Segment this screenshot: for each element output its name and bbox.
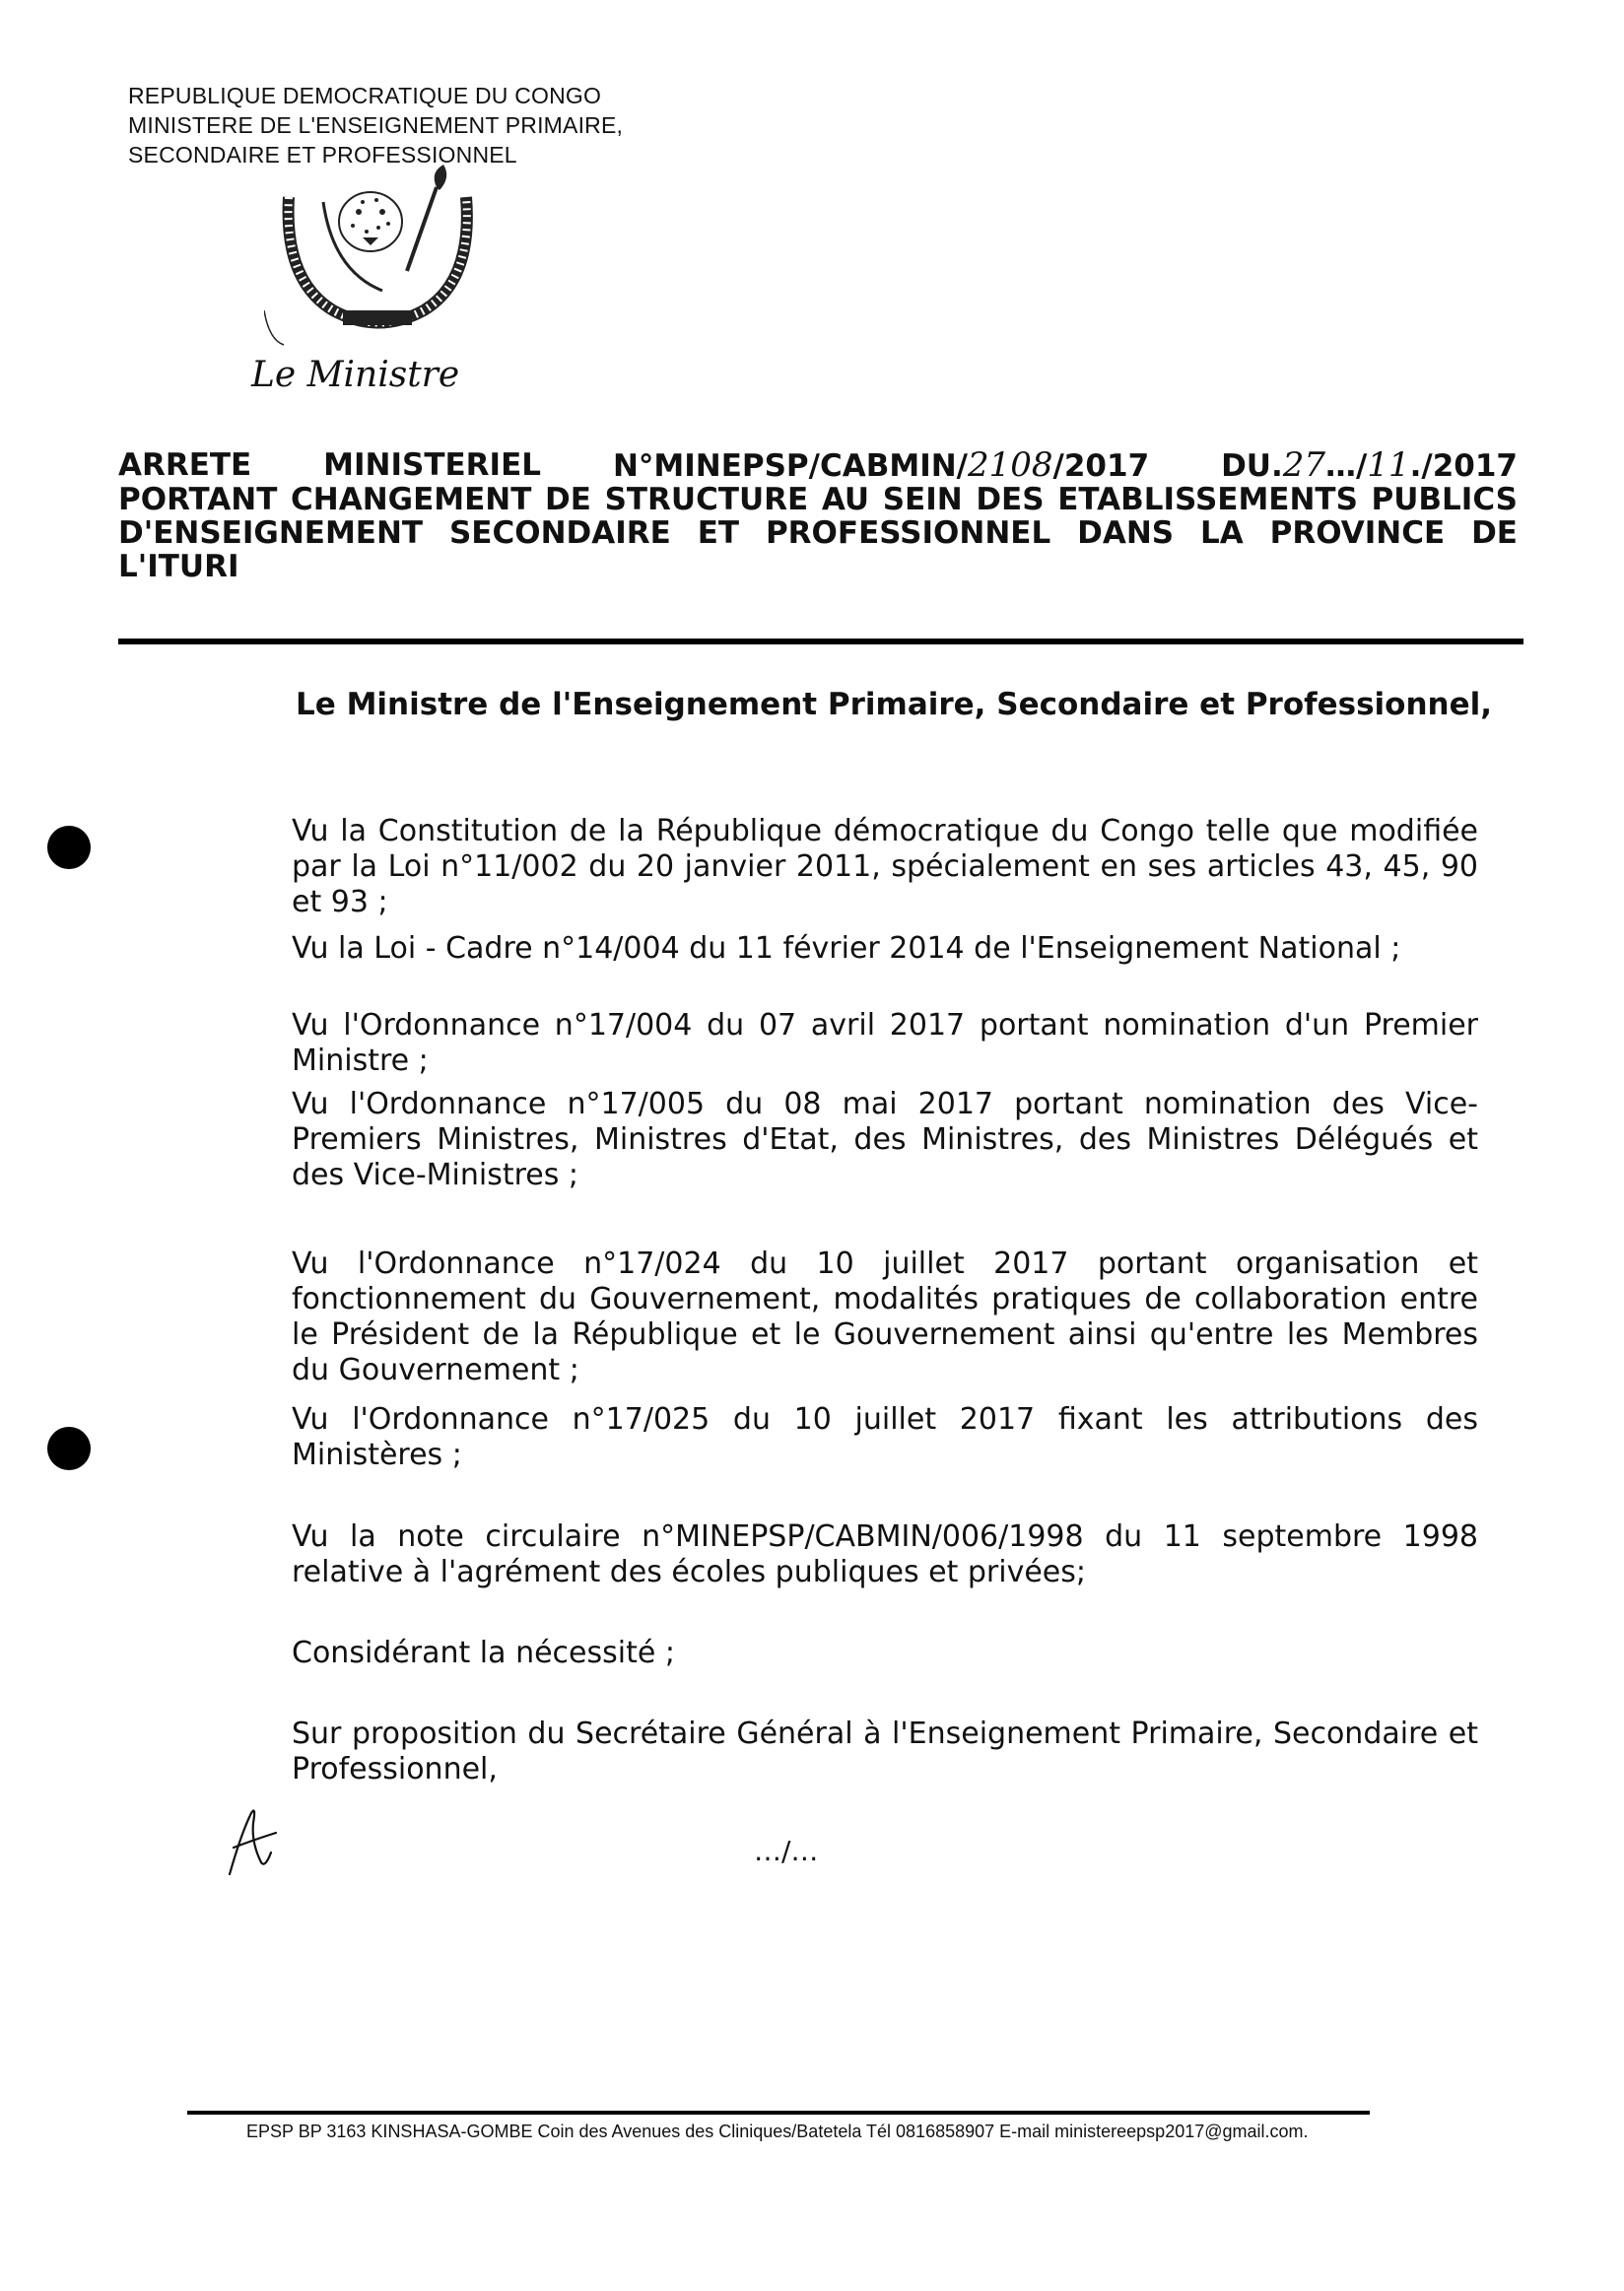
recital-text: Sur proposition du Secrétaire Général à l'Enseignement Primaire, Secondaire et Professionnel, bbox=[292, 1717, 1478, 1786]
decree-reference bbox=[612, 445, 1150, 485]
letterhead-ministry: MINISTERE DE L'ENSEIGNEMENT PRIMAIRE, bbox=[128, 112, 624, 138]
recital-text: Vu l'Ordonnance n°17/024 du 10 juillet 2017 portant organisation et fonctionnement du Gouvernement, modalités pratiques de collaboration entre le Président de la République et le Gouvernement ainsi qu'entre les Membres du Gouvernement ; bbox=[292, 1247, 1478, 1387]
signatory-title: Le Ministre bbox=[251, 355, 460, 395]
recital-ordonnance-004 bbox=[118, 1008, 1478, 1079]
recital-note-circulaire bbox=[118, 1519, 1478, 1590]
decree-year: /2017 bbox=[1052, 448, 1150, 484]
decree-number: 2108 bbox=[968, 445, 1053, 485]
date-prefix: DU. bbox=[1221, 448, 1283, 484]
title-word-arrete: ARRETE bbox=[118, 447, 252, 483]
punch-hole-icon bbox=[47, 1427, 91, 1470]
recital-text: Considérant la nécessité ; bbox=[292, 1636, 675, 1670]
recital-text: Vu l'Ordonnance n°17/004 du 07 avril 2017 portant nomination d'un Premier Ministre ; bbox=[292, 1008, 1478, 1078]
decree-prefix: N°MINEPSP/CABMIN/ bbox=[612, 448, 968, 484]
title-word-ministeriel: MINISTERIEL bbox=[323, 447, 542, 483]
recital-text: Vu la Loi - Cadre n°14/004 du 11 février 2014 de l'Enseignement National ; bbox=[292, 931, 1401, 966]
decree-number-line bbox=[118, 445, 1518, 485]
recital-ordonnance-024 bbox=[118, 1247, 1478, 1388]
title-line-3: D'ENSEIGNEMENT SECONDAIRE ET PROFESSIONNEL DANS LA PROVINCE DE bbox=[118, 515, 1518, 551]
decree-day: 27 bbox=[1282, 445, 1326, 485]
recital-text: Vu l'Ordonnance n°17/025 du 10 juillet 2017 fixant les attributions des Ministères ; bbox=[292, 1402, 1478, 1472]
punch-hole-icon bbox=[47, 826, 91, 869]
recital-ordonnance-025 bbox=[118, 1402, 1478, 1473]
decree-title bbox=[118, 445, 1518, 584]
coat-of-arms-icon bbox=[264, 163, 493, 350]
footer-divider bbox=[187, 2111, 1370, 2115]
recital-loi-cadre bbox=[118, 931, 1478, 967]
recital-text: Vu l'Ordonnance n°17/005 du 08 mai 2017 portant nomination des Vice-Premiers Ministres, Ministres d'Etat, des Ministres, des Ministres Délégués et des Vice-Ministres ; bbox=[292, 1087, 1478, 1192]
title-line-4: L'ITURI bbox=[118, 549, 239, 584]
preamble-heading: Le Ministre de l'Enseignement Primaire, Secondaire et Professionnel, bbox=[296, 687, 1493, 722]
footer-address: EPSP BP 3163 KINSHASA-GOMBE Coin des Avenues des Cliniques/Batetela Tél 0816858907 E-mail ministereepsp2017@gmail.com. bbox=[246, 2122, 1309, 2141]
recital-text: Vu la Constitution de la République démocratique du Congo telle que modifiée par la Loi n°11/002 du 20 janvier 2011, spécialement en ses articles 43, 45, 90 et 93 ; bbox=[292, 814, 1478, 919]
recital-text: Vu la note circulaire n°MINEPSP/CABMIN/006/1998 du 11 septembre 1998 relative à l'agrément des écoles publiques et privées; bbox=[292, 1519, 1478, 1589]
decree-date bbox=[1221, 445, 1518, 485]
recital-ordonnance-005 bbox=[118, 1087, 1478, 1193]
title-line-2: PORTANT CHANGEMENT DE STRUCTURE AU SEIN DES ETABLISSEMENTS PUBLICS bbox=[118, 482, 1518, 517]
decree-month: 11 bbox=[1367, 445, 1410, 485]
recital-proposition bbox=[118, 1717, 1478, 1787]
initials-signature bbox=[222, 1803, 281, 1877]
recital-necessite bbox=[118, 1636, 1478, 1671]
date-year: ./2017 bbox=[1409, 448, 1518, 484]
letterhead bbox=[128, 81, 623, 169]
letterhead-ministry-cont: SECONDAIRE ET PROFESSIONNEL bbox=[128, 142, 517, 168]
title-divider bbox=[118, 639, 1523, 644]
date-sep: …/ bbox=[1325, 448, 1368, 484]
letterhead-country: REPUBLIQUE DEMOCRATIQUE DU CONGO bbox=[128, 83, 602, 108]
recital-constitution bbox=[118, 814, 1478, 920]
page-continuation: …/… bbox=[754, 1835, 819, 1867]
